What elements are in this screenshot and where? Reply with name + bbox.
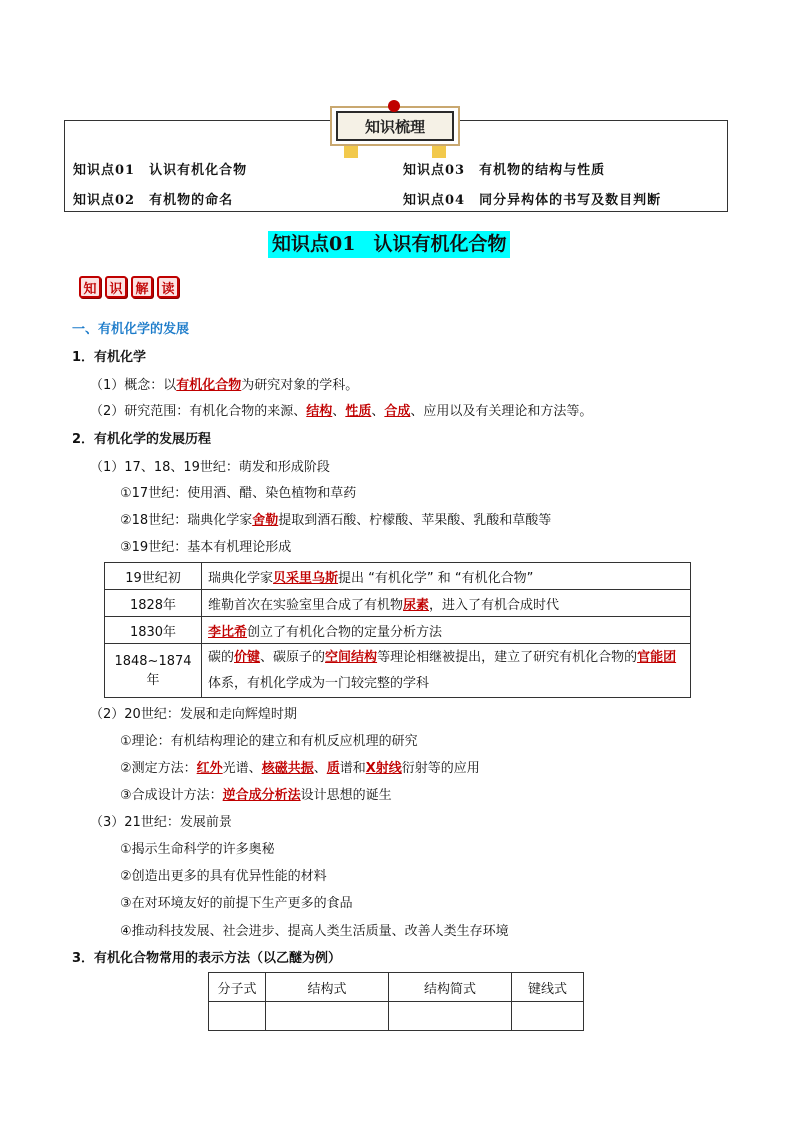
pin-icon xyxy=(388,100,400,112)
table-row xyxy=(209,973,584,1002)
column-header: 键线式 xyxy=(512,973,584,1002)
keyword: 红外 xyxy=(196,761,223,776)
s1c-line: ③19世纪：基本有机理论形成 xyxy=(120,540,292,555)
text: ③合成设计方法： xyxy=(120,788,223,803)
toc-item-01[interactable] xyxy=(73,159,247,178)
text: 碳的 xyxy=(208,649,235,665)
keyword: 结构 xyxy=(306,404,333,419)
keyword: 质 xyxy=(326,761,340,776)
text: 提取到酒石酸、柠檬酸、苹果酸、乳酸和草酸等 xyxy=(278,513,552,528)
text: 、 xyxy=(313,761,327,776)
text: （1）概念：以 xyxy=(90,378,177,393)
text: 谱和 xyxy=(339,761,366,776)
s3a-line: ①揭示生命科学的许多奥秘 xyxy=(120,842,275,857)
keyword: 逆合成分析法 xyxy=(222,788,301,803)
keyword: X射线 xyxy=(365,761,402,776)
table-row xyxy=(105,617,691,644)
text: 、碳原子的 xyxy=(260,649,326,665)
event-cell xyxy=(202,590,691,617)
event-cell xyxy=(202,563,691,590)
toc-label: 认识有机化合物 xyxy=(149,163,248,178)
toc-badge xyxy=(330,106,460,146)
table-row xyxy=(105,644,691,698)
text: 等理论相继被提出，建立了研究有机化合物的 xyxy=(377,649,638,665)
toc-badge-label: 知识梳理 xyxy=(336,111,454,141)
scope-line xyxy=(90,400,592,419)
text: 光谱、 xyxy=(222,761,262,776)
s3b-line: ②创造出更多的具有优异性能的材料 xyxy=(120,869,327,884)
representation-table xyxy=(208,972,584,1031)
text: 设计思想的诞生 xyxy=(300,788,392,803)
ribbon-right-icon xyxy=(432,144,446,158)
text: 、 xyxy=(371,404,385,419)
section-title xyxy=(268,231,510,258)
text: ②测定方法： xyxy=(120,761,197,776)
ribbon-left-icon xyxy=(344,144,358,158)
event-cell xyxy=(202,644,691,698)
text: 为研究对象的学科。 xyxy=(241,378,359,393)
text: ②18世纪：瑞典化学家 xyxy=(120,513,253,528)
s2c-line xyxy=(120,784,392,803)
s2a-line: ①理论：有机结构理论的建立和有机反应机理的研究 xyxy=(120,734,418,749)
column-header: 结构简式 xyxy=(389,973,512,1002)
stamp-char: 读 xyxy=(157,276,179,298)
concept-line xyxy=(90,374,358,393)
toc-item-02[interactable] xyxy=(73,189,233,208)
toc-item-03[interactable] xyxy=(403,159,605,178)
text: （2）研究范围：有机化合物的来源、 xyxy=(90,404,307,419)
keyword: 价键 xyxy=(234,649,261,665)
s1a-line: ①17世纪：使用酒、醋、染色植物和草药 xyxy=(120,486,357,501)
year-cell: 1828年 xyxy=(105,590,202,617)
toc-code: 知识点01 xyxy=(73,163,136,178)
text: 、 xyxy=(332,404,346,419)
toc-code: 知识点03 xyxy=(403,163,466,178)
keyword: 官能团 xyxy=(637,649,677,665)
s3-line: （3）21世纪：发展前景 xyxy=(90,815,232,830)
s2b-line xyxy=(120,757,480,776)
s3d-line: ④推动科技发展、社会进步、提高人类生活质量、改善人类生存环境 xyxy=(120,924,509,939)
toc-label: 有机物的命名 xyxy=(149,193,234,208)
text: 体系，有机化学成为一门较完整的学科 xyxy=(208,675,430,691)
keyword: 有机化合物 xyxy=(176,378,242,393)
history-table xyxy=(104,562,691,698)
keyword: 舍勒 xyxy=(252,513,279,528)
keyword: 贝采里乌斯 xyxy=(273,570,339,586)
heading-organic-chem: 1．有机化学 xyxy=(72,350,147,365)
column-header: 结构式 xyxy=(266,973,389,1002)
year-cell: 19世纪初 xyxy=(105,563,202,590)
keyword: 尿素 xyxy=(403,597,430,613)
toc-label: 有机物的结构与性质 xyxy=(479,163,606,178)
column-header: 分子式 xyxy=(209,973,266,1002)
heading-representation: 3．有机化合物常用的表示方法（以乙醚为例） xyxy=(72,951,342,966)
text: 提出 “有机化学” 和 “有机化合物” xyxy=(338,570,534,586)
heading-development: 一、有机化学的发展 xyxy=(72,322,190,337)
event-cell xyxy=(202,617,691,644)
text: ，进入了有机合成时代 xyxy=(429,597,560,613)
text: 瑞典化学家 xyxy=(208,570,274,586)
stamp-char: 知 xyxy=(79,276,101,298)
stamp-char: 解 xyxy=(131,276,153,298)
s1-line: （1）17、18、19世纪：萌发和形成阶段 xyxy=(90,460,330,475)
s3c-line: ③在对环境友好的前提下生产更多的食品 xyxy=(120,896,353,911)
s1b-line xyxy=(120,509,551,528)
text: 创立了有机化合物的定量分析方法 xyxy=(247,624,443,640)
keyword: 性质 xyxy=(345,404,372,419)
knowledge-stamps xyxy=(79,276,179,298)
year-cell: 1848~1874年 xyxy=(105,644,202,698)
keyword: 核磁共振 xyxy=(261,761,314,776)
toc-code: 知识点04 xyxy=(403,193,466,208)
year-cell: 1830年 xyxy=(105,617,202,644)
title-label: 认识有机化合物 xyxy=(373,233,507,255)
title-code: 知识点01 xyxy=(272,233,356,255)
toc-item-04[interactable] xyxy=(403,189,661,208)
heading-history: 2．有机化学的发展历程 xyxy=(72,432,212,447)
text: 维勒首次在实验室里合成了有机物 xyxy=(208,597,404,613)
toc-label: 同分异构体的书写及数目判断 xyxy=(479,193,662,208)
text: 衍射等的应用 xyxy=(401,761,480,776)
toc-code: 知识点02 xyxy=(73,193,136,208)
table-row xyxy=(105,590,691,617)
keyword: 合成 xyxy=(384,404,411,419)
s2-line: （2）20世纪：发展和走向辉煌时期 xyxy=(90,707,297,722)
stamp-char: 识 xyxy=(105,276,127,298)
text: 、应用以及有关理论和方法等。 xyxy=(410,404,593,419)
keyword: 李比希 xyxy=(208,624,248,640)
table-row xyxy=(105,563,691,590)
keyword: 空间结构 xyxy=(325,649,378,665)
